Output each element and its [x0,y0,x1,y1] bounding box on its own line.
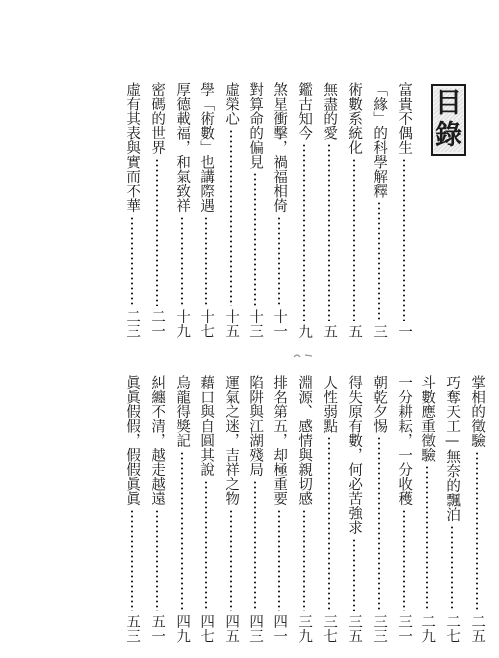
toc-entry[interactable] [346,82,362,338]
toc-entry-page: 九 [296,323,313,338]
dot-leader [254,172,256,306]
toc-entry-title: 人性弱點 [321,375,338,433]
toc-entry-page: 五一 [149,614,166,643]
toc-entry[interactable] [444,375,460,643]
toc-entry-title: 排名第五，却極重要 [271,375,288,506]
toc-entry-title: 富貴不偶生 [396,82,413,155]
toc-entry-title: 鑑古知今 [296,82,313,140]
dot-leader [181,216,183,307]
toc-entry-page: 二九 [419,614,436,643]
toc-entry[interactable] [271,375,287,643]
toc-entry[interactable] [469,375,485,643]
toc-entry[interactable] [396,375,412,643]
toc-entry[interactable] [396,82,412,338]
toc-entry-title: 巧奪天工—無奈的飄泊 [444,375,461,522]
toc-title-char-1: 目 [435,88,462,119]
dot-leader [403,509,405,612]
toc-entry-title: 虛有其表與實而不華 [124,82,141,213]
toc-entry-page: 二三 [124,309,141,338]
dot-leader [205,480,207,612]
dot-leader [278,509,280,612]
toc-entry[interactable] [321,375,337,643]
toc-entry-title: 「緣」的科學解釋 [371,82,388,198]
toc-entry-page: 五三 [124,614,141,643]
toc-entry-page: 四三 [247,614,264,643]
toc-entry-page: 三三 [371,614,388,643]
toc-entry[interactable] [223,375,239,643]
toc-entry-page: 三五 [346,614,363,643]
toc-entry-page: 十九 [174,309,191,338]
toc-entry-title: 藉口與自圓其說 [198,375,215,477]
toc-entry-page: 四七 [198,614,215,643]
toc-entry-page: 二一 [149,309,166,338]
dot-leader [230,129,232,307]
toc-entry-page: 二五 [469,614,486,643]
toc-entry-page: 四五 [223,614,240,643]
toc-entry-page: 四一 [271,614,288,643]
dot-leader [181,451,183,612]
toc-entry-title: 運氣之迷，吉祥之物 [223,375,240,506]
dot-leader [328,436,330,611]
toc-title-char-2: 錄 [435,120,462,151]
dot-leader [451,525,453,612]
dot-leader [156,509,158,612]
dot-leader [230,509,232,612]
dot-leader [131,216,133,307]
toc-entry[interactable] [198,82,214,338]
dot-leader [378,436,380,611]
toc-entry[interactable] [198,375,214,643]
toc-entry[interactable] [149,375,165,643]
toc-entry-page: 十三 [247,309,264,338]
toc-entry-page: 三七 [321,614,338,643]
toc-entry[interactable] [271,82,287,338]
dot-leader [353,538,355,612]
toc-entry[interactable] [321,82,337,338]
dot-leader [205,216,207,307]
dot-leader [131,509,133,612]
dot-leader [303,509,305,612]
toc-title [431,84,466,156]
toc-entry[interactable] [419,375,435,643]
toc-entry-title: 對算命的偏見 [247,82,264,169]
toc-entry[interactable] [124,375,140,643]
toc-entry[interactable] [174,82,190,338]
dot-leader [328,143,330,321]
dot-leader [156,158,158,307]
toc-entry-title: 厚德載福，和氣致祥 [174,82,191,213]
dot-leader [476,451,478,612]
toc-entry-title: 密碼的世界 [149,82,166,155]
dot-leader [426,465,428,611]
toc-entry-page: 五 [321,323,338,338]
toc-entry-page: 三一 [396,614,413,643]
print-smudge [292,352,314,360]
toc-entry-title: 虛榮心 [223,82,240,126]
toc-entry[interactable] [247,82,263,338]
toc-entry-title: 朝乾夕惕 [371,375,388,433]
toc-entry[interactable] [296,375,312,643]
toc-entry-page: 一 [396,323,413,338]
toc-entry[interactable] [371,375,387,643]
toc-entry[interactable] [346,375,362,643]
toc-entry-title: 學「術數」也講際遇 [198,82,215,213]
dot-leader [378,201,380,321]
toc-entry[interactable] [247,375,263,643]
toc-entry-title: 淵源、感情與親切感 [296,375,313,506]
toc-entry-title: 一分耕耘，一分收穫 [396,375,413,506]
toc-entry[interactable] [174,375,190,643]
toc-entry-title: 糾纏不清，越走越遠 [149,375,166,506]
dot-leader [303,143,305,321]
toc-entry-page: 三九 [296,614,313,643]
toc-entry-title: 斗數應重徵驗 [419,375,436,462]
toc-entry-title: 得失原有數，何必苦強求 [346,375,363,535]
toc-entry-title: 烏龍得獎記 [174,375,191,448]
toc-entry[interactable] [371,82,387,338]
toc-entry-title: 眞眞假假，假假眞眞 [124,375,141,506]
toc-entry-title: 無盡的愛 [321,82,338,140]
toc-entry-title: 煞星衝擊，禍福相倚 [271,82,288,213]
toc-entry-title: 陷阱與江湖殘局 [247,375,264,477]
toc-entry-page: 二七 [444,614,461,643]
toc-entry-page: 十一 [271,309,288,338]
dot-leader [353,158,355,321]
dot-leader [278,216,280,307]
toc-entry-page: 十七 [198,309,215,338]
toc-entry-title: 掌相的徵驗 [469,375,486,448]
toc-entry[interactable] [296,82,312,338]
toc-entry-page: 五 [346,323,363,338]
toc-entry-page: 十五 [223,309,240,338]
toc-entry[interactable] [124,82,140,338]
toc-entry-page: 四九 [174,614,191,643]
dot-leader [403,158,405,321]
dot-leader [254,480,256,612]
toc-entry[interactable] [223,82,239,338]
toc-entry-title: 術數系統化 [346,82,363,155]
toc-entry-page: 三 [371,323,388,338]
toc-entry[interactable] [149,82,165,338]
